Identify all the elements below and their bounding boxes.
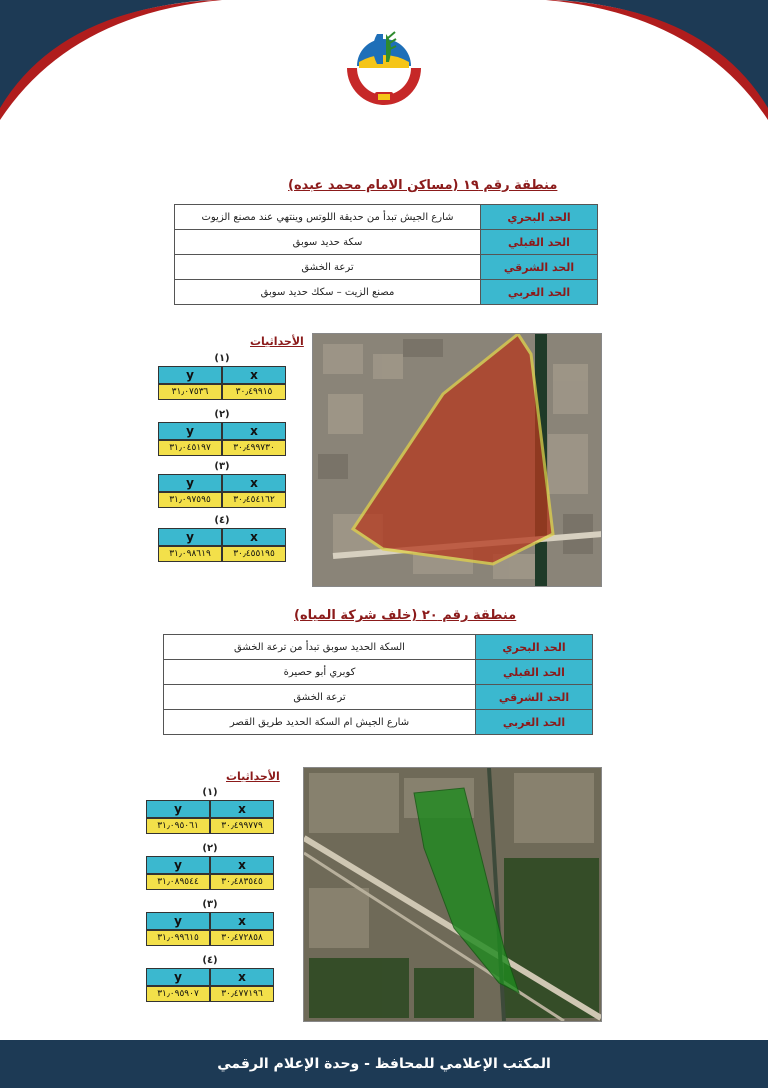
coordinate-block [158,352,286,400]
coordinate-number: (٣) [202,899,218,910]
table-row [164,660,593,685]
y-value: ٣١٫٠٧٥٣٦ [158,384,222,400]
x-value: ٣٠٫٤٩٩٧٧٩ [210,818,274,834]
zone20-title: منطقة رقم ٢٠ (خلف شركة المياه) [294,608,517,623]
y-value: ٣١٫٠٤٥١٩٧ [158,440,222,456]
y-value: ٣١٫٠٩٥٠٦١ [146,818,210,834]
x-value: ٣٠٫٤٨٣٥٤٥ [210,874,274,890]
coordinate-number: (٢) [214,409,230,420]
bound-value: كوبري أبو حصيرة [164,660,476,685]
table-row [175,230,598,255]
bound-value: السكة الحديد سوبق تبدأ من ترعة الخشق [164,635,476,660]
y-value: ٣١٫٠٩٩٦١٥ [146,930,210,946]
y-value: ٣١٫٠٩٥٩٠٧ [146,986,210,1002]
bound-label: الحد القبلي [481,230,598,255]
table-row [175,280,598,305]
zone20-coords-title: الأحداثيات [226,770,280,783]
x-header: x [222,528,286,546]
x-value: ٣٠٫٤٥٥١٩٥ [222,546,286,562]
coordinate-number: (١) [214,353,230,364]
coordinate-block [158,514,286,562]
bound-label: الحد القبلي [476,660,593,685]
bound-value: مصنع الزيت – سكك حديد سوبق [175,280,481,305]
coordinate-block [158,408,286,456]
bound-value: ترعة الخشق [175,255,481,280]
table-row [175,205,598,230]
coordinate-number: (٤) [214,515,230,526]
x-header: x [210,912,274,930]
coordinate-number: (٣) [214,461,230,472]
bound-value: شارع الجيش تبدأ من حديقة اللوتس وينتهي عند مصنع الزيوت [175,205,481,230]
x-header: x [222,366,286,384]
y-value: ٣١٫٠٩٨٦١٩ [158,546,222,562]
coordinate-block [146,786,274,834]
x-header: x [210,800,274,818]
coordinate-block [146,842,274,890]
coordinate-block [158,460,286,508]
coordinate-number: (٢) [202,843,218,854]
y-header: y [146,912,210,930]
bound-value: ترعة الخشق [164,685,476,710]
table-row [175,255,598,280]
bound-label: الحد الغربي [476,710,593,735]
y-header: y [146,800,210,818]
y-header: y [158,422,222,440]
coordinate-number: (٤) [202,955,218,966]
x-header: x [222,474,286,492]
zone20-satellite-map [303,767,602,1022]
table-row [164,685,593,710]
y-header: y [158,366,222,384]
x-value: ٣٠٫٤٧٧١٩٦ [210,986,274,1002]
y-value: ٣١٫٠٨٩٥٤٤ [146,874,210,890]
x-header: x [222,422,286,440]
y-header: y [158,528,222,546]
x-value: ٣٠٫٤٥٤١٦٢ [222,492,286,508]
zone19-coords-title: الأحداثيات [250,335,304,348]
bound-label: الحد البحري [481,205,598,230]
x-header: x [210,968,274,986]
x-value: ٣٠٫٤٩٩٧٣٠ [222,440,286,456]
y-header: y [146,968,210,986]
table-row [164,635,593,660]
coordinate-number: (١) [202,787,218,798]
x-value: ٣٠٫٤٧٢٨٥٨ [210,930,274,946]
zone19-bounds-table [174,204,598,305]
y-header: y [158,474,222,492]
coordinate-block [146,898,274,946]
zone20-bounds-table [163,634,593,735]
coordinate-block [146,954,274,1002]
x-value: ٣٠٫٤٩٩١٥ [222,384,286,400]
bound-label: الحد الشرقي [481,255,598,280]
x-header: x [210,856,274,874]
footer-banner: المكتب الإعلامي للمحافظ - وحدة الإعلام الرقمي [0,1040,768,1088]
zone19-satellite-map [312,333,602,587]
y-header: y [146,856,210,874]
bound-value: سكة حديد سوبق [175,230,481,255]
y-value: ٣١٫٠٩٧٥٩٥ [158,492,222,508]
bound-label: الحد البحري [476,635,593,660]
zone19-title: منطقة رقم ١٩ (مساكن الامام محمد عبده) [288,178,558,193]
bound-label: الحد الشرقي [476,685,593,710]
bound-label: الحد الغربي [481,280,598,305]
governorate-logo-icon [339,18,429,106]
table-row [164,710,593,735]
bound-value: شارع الجيش ام السكة الحديد طريق القصر [164,710,476,735]
